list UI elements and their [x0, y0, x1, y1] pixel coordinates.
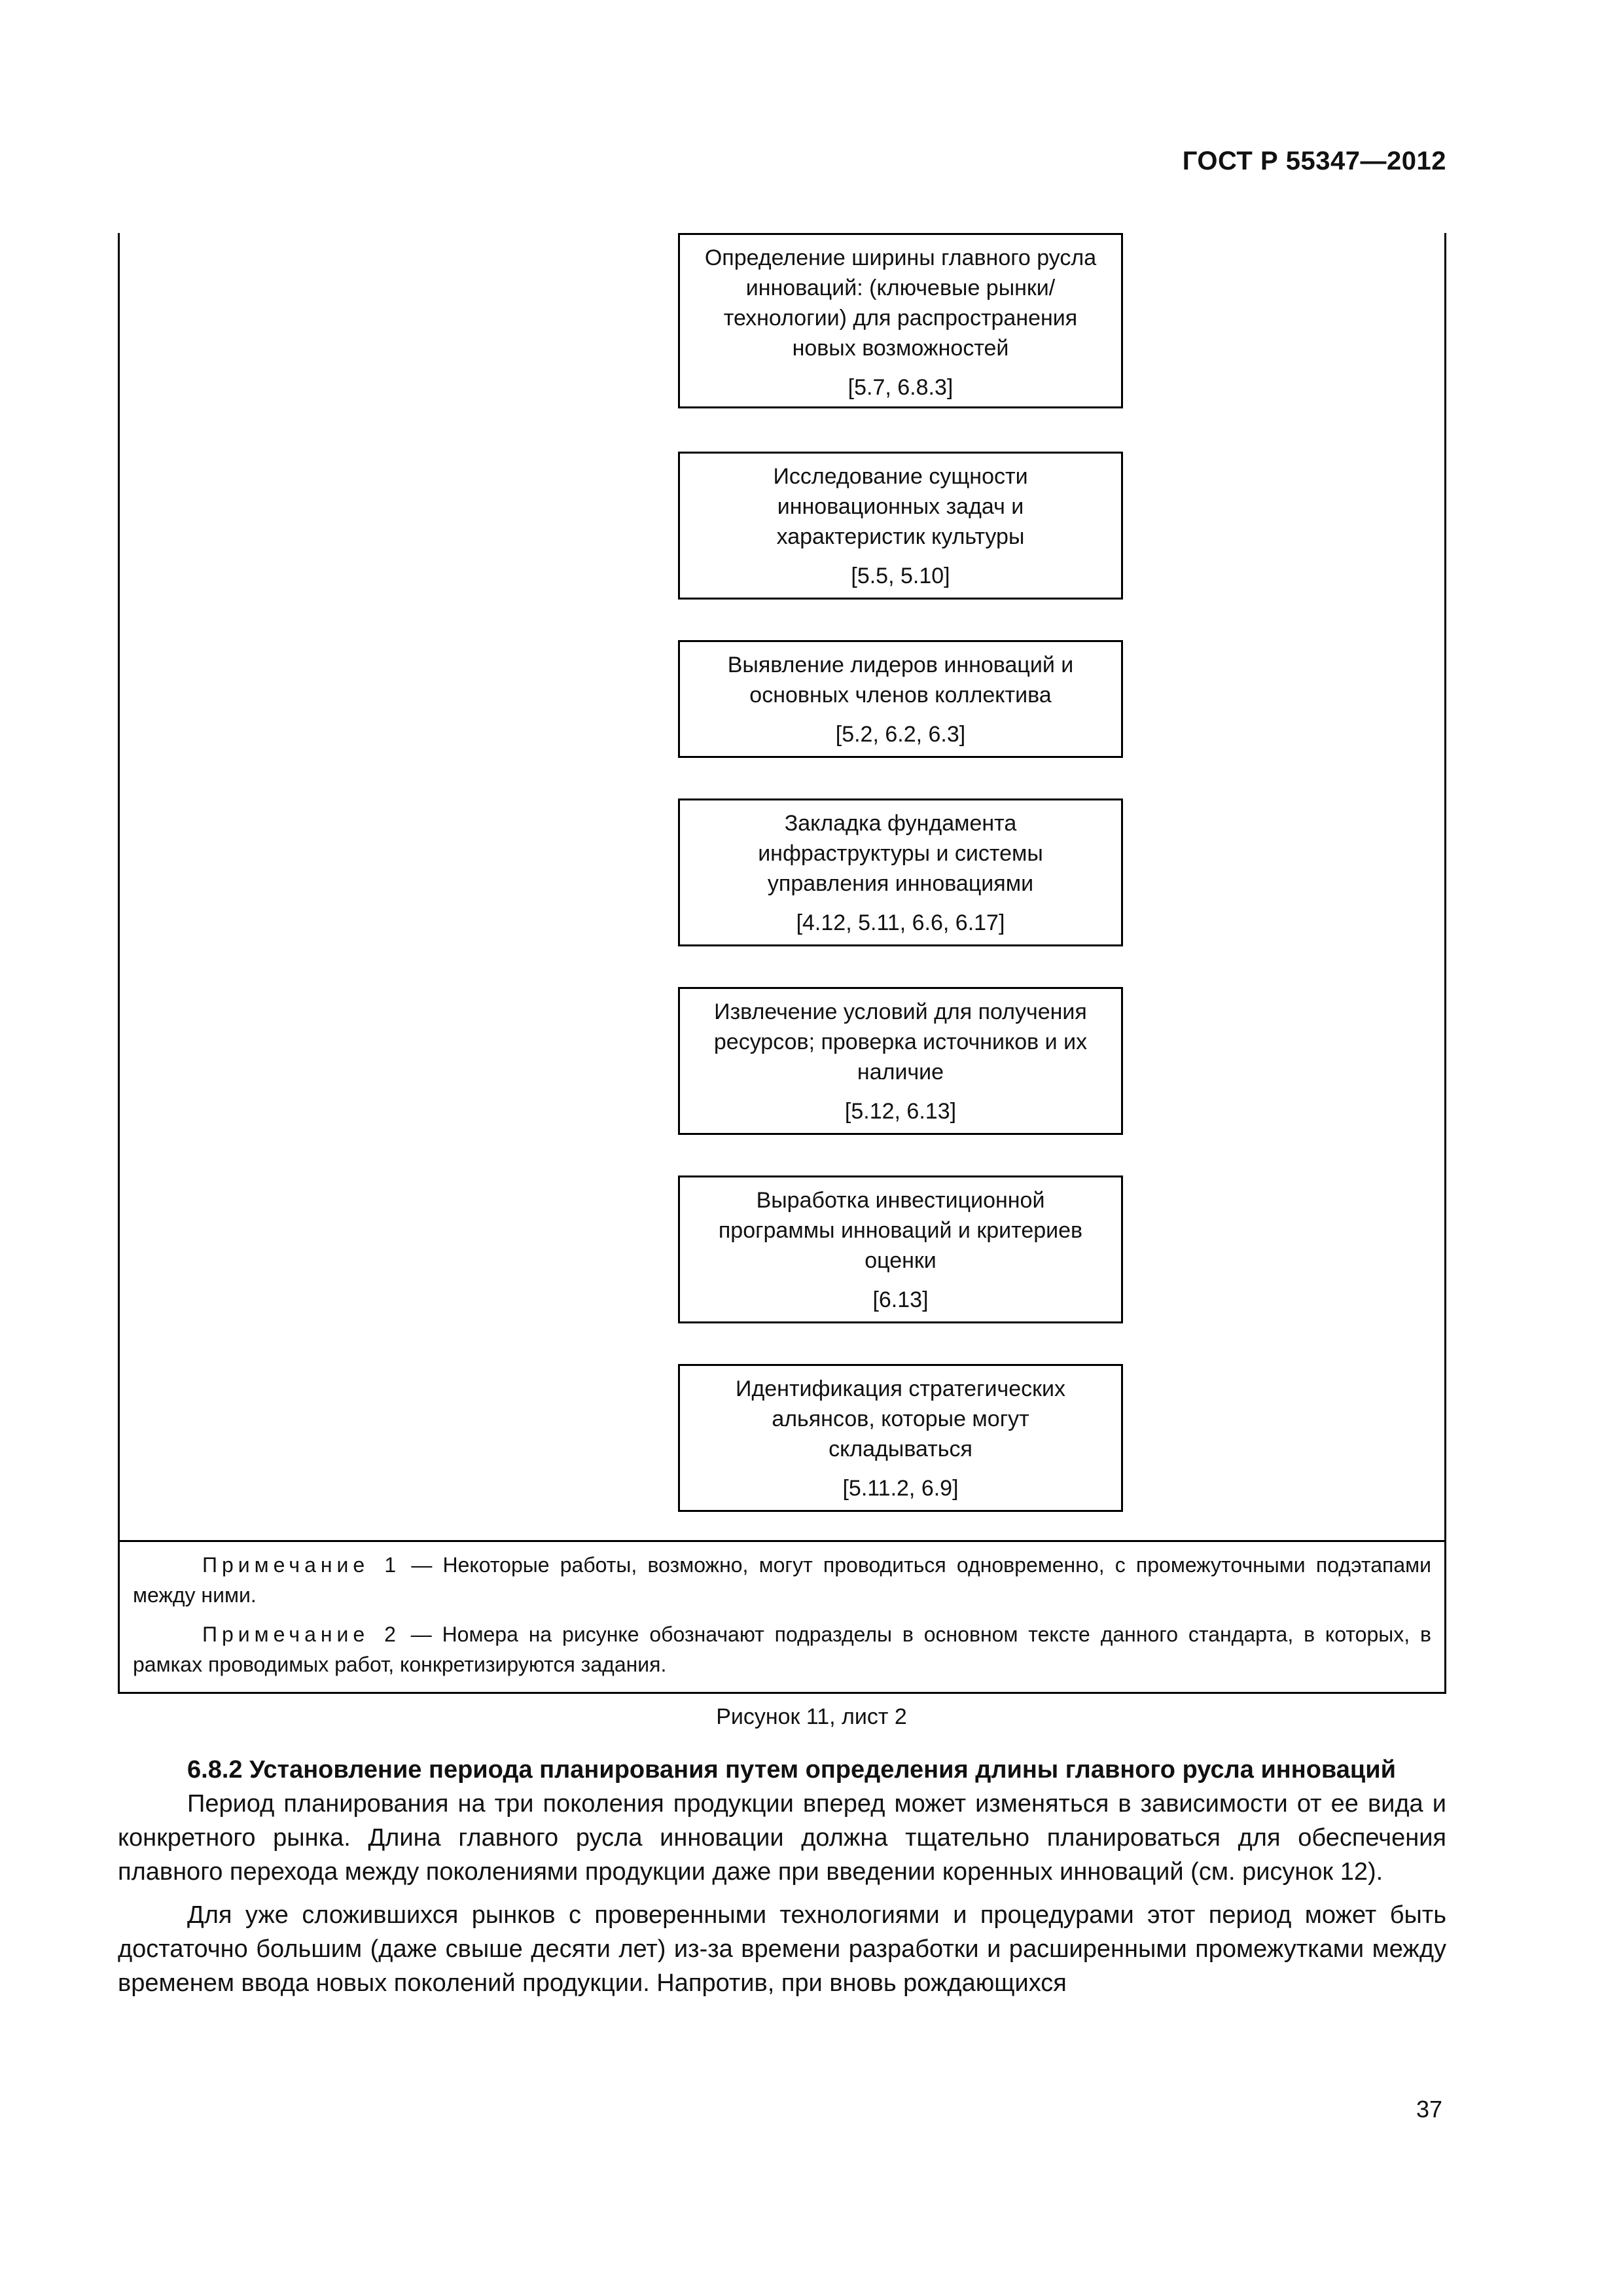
section-body	[118, 1753, 1446, 2000]
step-text: Исследование сущности инновационных задач и характеристик культуры	[773, 464, 1028, 549]
step-text: Выработка инвестиционной программы инноваций и критериев оценки	[718, 1188, 1083, 1273]
step-text: Закладка фундамента инфраструктуры и системы управления инновациями	[758, 811, 1043, 896]
figure-step-box	[678, 1364, 1123, 1512]
paragraph: Для уже сложившихся рынков с проверенными технологиями и процедурами этот период может быть достаточно большим (даже свыше десяти лет) из-за времени разработки и расширенными промежутками между временем ввода новых поколений продукции. Напротив, при вновь рождающихся	[118, 1901, 1446, 1997]
document-code: ГОСТ Р 55347—2012	[1182, 147, 1446, 175]
figure-notes	[118, 1542, 1446, 1694]
figure-frame	[118, 233, 1446, 1542]
figure-step-box	[678, 987, 1123, 1135]
step-reference: [6.13]	[872, 1287, 929, 1312]
step-reference: [5.12, 6.13]	[844, 1099, 957, 1124]
figure-step-box	[678, 233, 1123, 408]
step-text: Выявление лидеров инноваций и основных членов коллектива	[727, 653, 1074, 708]
step-text: Извлечение условий для получения ресурсов; проверка источников и их наличие	[713, 999, 1088, 1085]
figure-caption: Рисунок 11, лист 2	[716, 1704, 907, 1729]
step-reference: [5.11.2, 6.9]	[842, 1476, 959, 1501]
note-label: Примечание 2	[202, 1623, 401, 1646]
page-number: 37	[1416, 2096, 1442, 2123]
note-text: — Номера на рисунке обозначают подразделы в основном тексте данного стандарта, в которых, в рамках проводимых работ, конкретизируются задания.	[133, 1623, 1432, 1676]
step-text: Идентификация стратегических альянсов, которые могут складываться	[736, 1376, 1065, 1462]
step-reference: [5.7, 6.8.3]	[847, 375, 954, 400]
step-reference: [5.2, 6.2, 6.3]	[835, 722, 966, 747]
section-heading: 6.8.2 Установление периода планирования путем определения длины главного русла инноваций	[187, 1756, 1396, 1784]
figure-step-box	[678, 452, 1123, 600]
note-1	[133, 1550, 1431, 1610]
figure-step-box	[678, 798, 1123, 946]
paragraph: Период планирования на три поколения продукции вперед может изменяться в зависимости от ее вида и конкретного рынка. Длина главного русла инновации должна тщательно планироваться для обеспечения плавного перехода между поколениями продукции даже при введении коренных инноваций (см. рисунок 12).	[118, 1790, 1446, 1886]
figure-step-box	[678, 1175, 1123, 1323]
figure-step-box	[678, 640, 1123, 758]
step-text: Определение ширины главного русла инноваций: (ключевые рынки/ технологии) для распространения новых возможностей	[704, 245, 1097, 361]
note-label: Примечание 1	[202, 1553, 401, 1577]
note-2	[133, 1619, 1431, 1679]
step-reference: [4.12, 5.11, 6.6, 6.17]	[796, 910, 1005, 935]
note-text: — Некоторые работы, возможно, могут проводиться одновременно, с промежуточными подэтапами между ними.	[133, 1553, 1432, 1607]
step-reference: [5.5, 5.10]	[851, 564, 950, 588]
